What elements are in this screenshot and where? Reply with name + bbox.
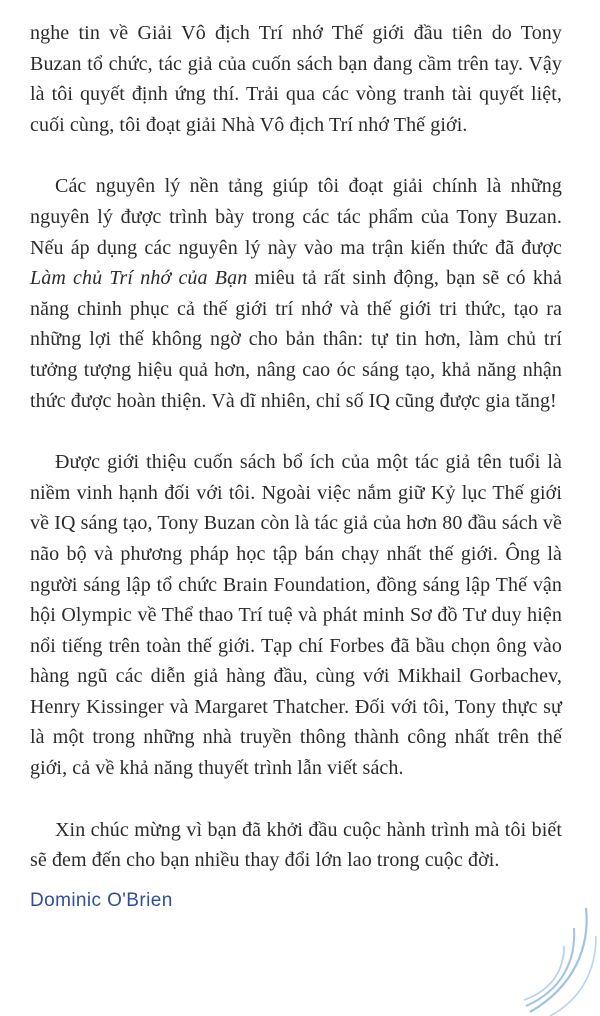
author-signature: Dominic O'Brien: [30, 889, 173, 911]
document-body: [30, 18, 562, 912]
paragraph-4: Xin chúc mừng vì bạn đã khởi đầu cuộc hành trình mà tôi biết sẽ đem đến cho bạn nhiều thay đổi lớn lao trong cuộc đời.: [30, 818, 562, 872]
paragraph-2-text-b: miêu tả rất sinh động, bạn sẽ có khả năng chinh phục cả thế giới trí nhớ và thế giới tri thức, tạo ra những lợi thế không ngờ cho bản thân: tự tin hơn, làm chủ trí tưởng tượng hiệu quả hơn, nâng cao óc sáng tạo, khả năng nhận thức được hoàn thiện. Và dĩ nhiên, chỉ số IQ cũng được gia tăng!: [30, 267, 562, 412]
book-title: Làm chủ Trí nhớ của Bạn: [30, 267, 248, 290]
paragraph-3: Được giới thiệu cuốn sách bổ ích của một tác giả tên tuổi là niềm vinh hạnh đối với tôi. Ngoài việc nắm giữ Kỷ lục Thế giới về IQ sáng tạo, Tony Buzan còn là tác giả của hơn 80 đầu sách về não bộ và phương pháp học tập bán chạy nhất thế giới. Ông là người sáng lập tổ chức Brain Foundation, đồng sáng lập Thế vận hội Olympic về Thể thao Trí tuệ và phát minh Sơ đồ Tư duy hiện nổi tiếng trên toàn thế giới. Tạp chí Forbes đã bầu chọn ông vào hàng ngũ các diễn giả hàng đầu, cùng với Mikhail Gorbachev, Henry Kissinger và Margaret Thatcher. Đối với tôi, Tony thực sự là một trong những nhà truyền thông thành công nhất trên thế giới, cả về khả năng thuyết trình lẫn viết sách.: [30, 451, 562, 780]
paragraph-1: nghe tin về Giải Vô địch Trí nhớ Thế giới đầu tiên do Tony Buzan tổ chức, tác giả của cuốn sách bạn đang cầm trên tay. Vậy là tôi quyết định ứng thí. Trải qua các vòng tranh tài quyết liệt, cuối cùng, tôi đoạt giải Nhà Vô địch Trí nhớ Thế giới.: [30, 22, 562, 136]
paragraph-2-text-a: Các nguyên lý nền tảng giúp tôi đoạt giải chính là những nguyên lý được trình bày trong các tác phẩm của Tony Buzan. Nếu áp dụng các nguyên lý này vào ma trận kiến thức đã được: [30, 175, 562, 259]
curved-lines-ornament-icon: [490, 906, 600, 1016]
paragraph-2: [30, 171, 562, 416]
